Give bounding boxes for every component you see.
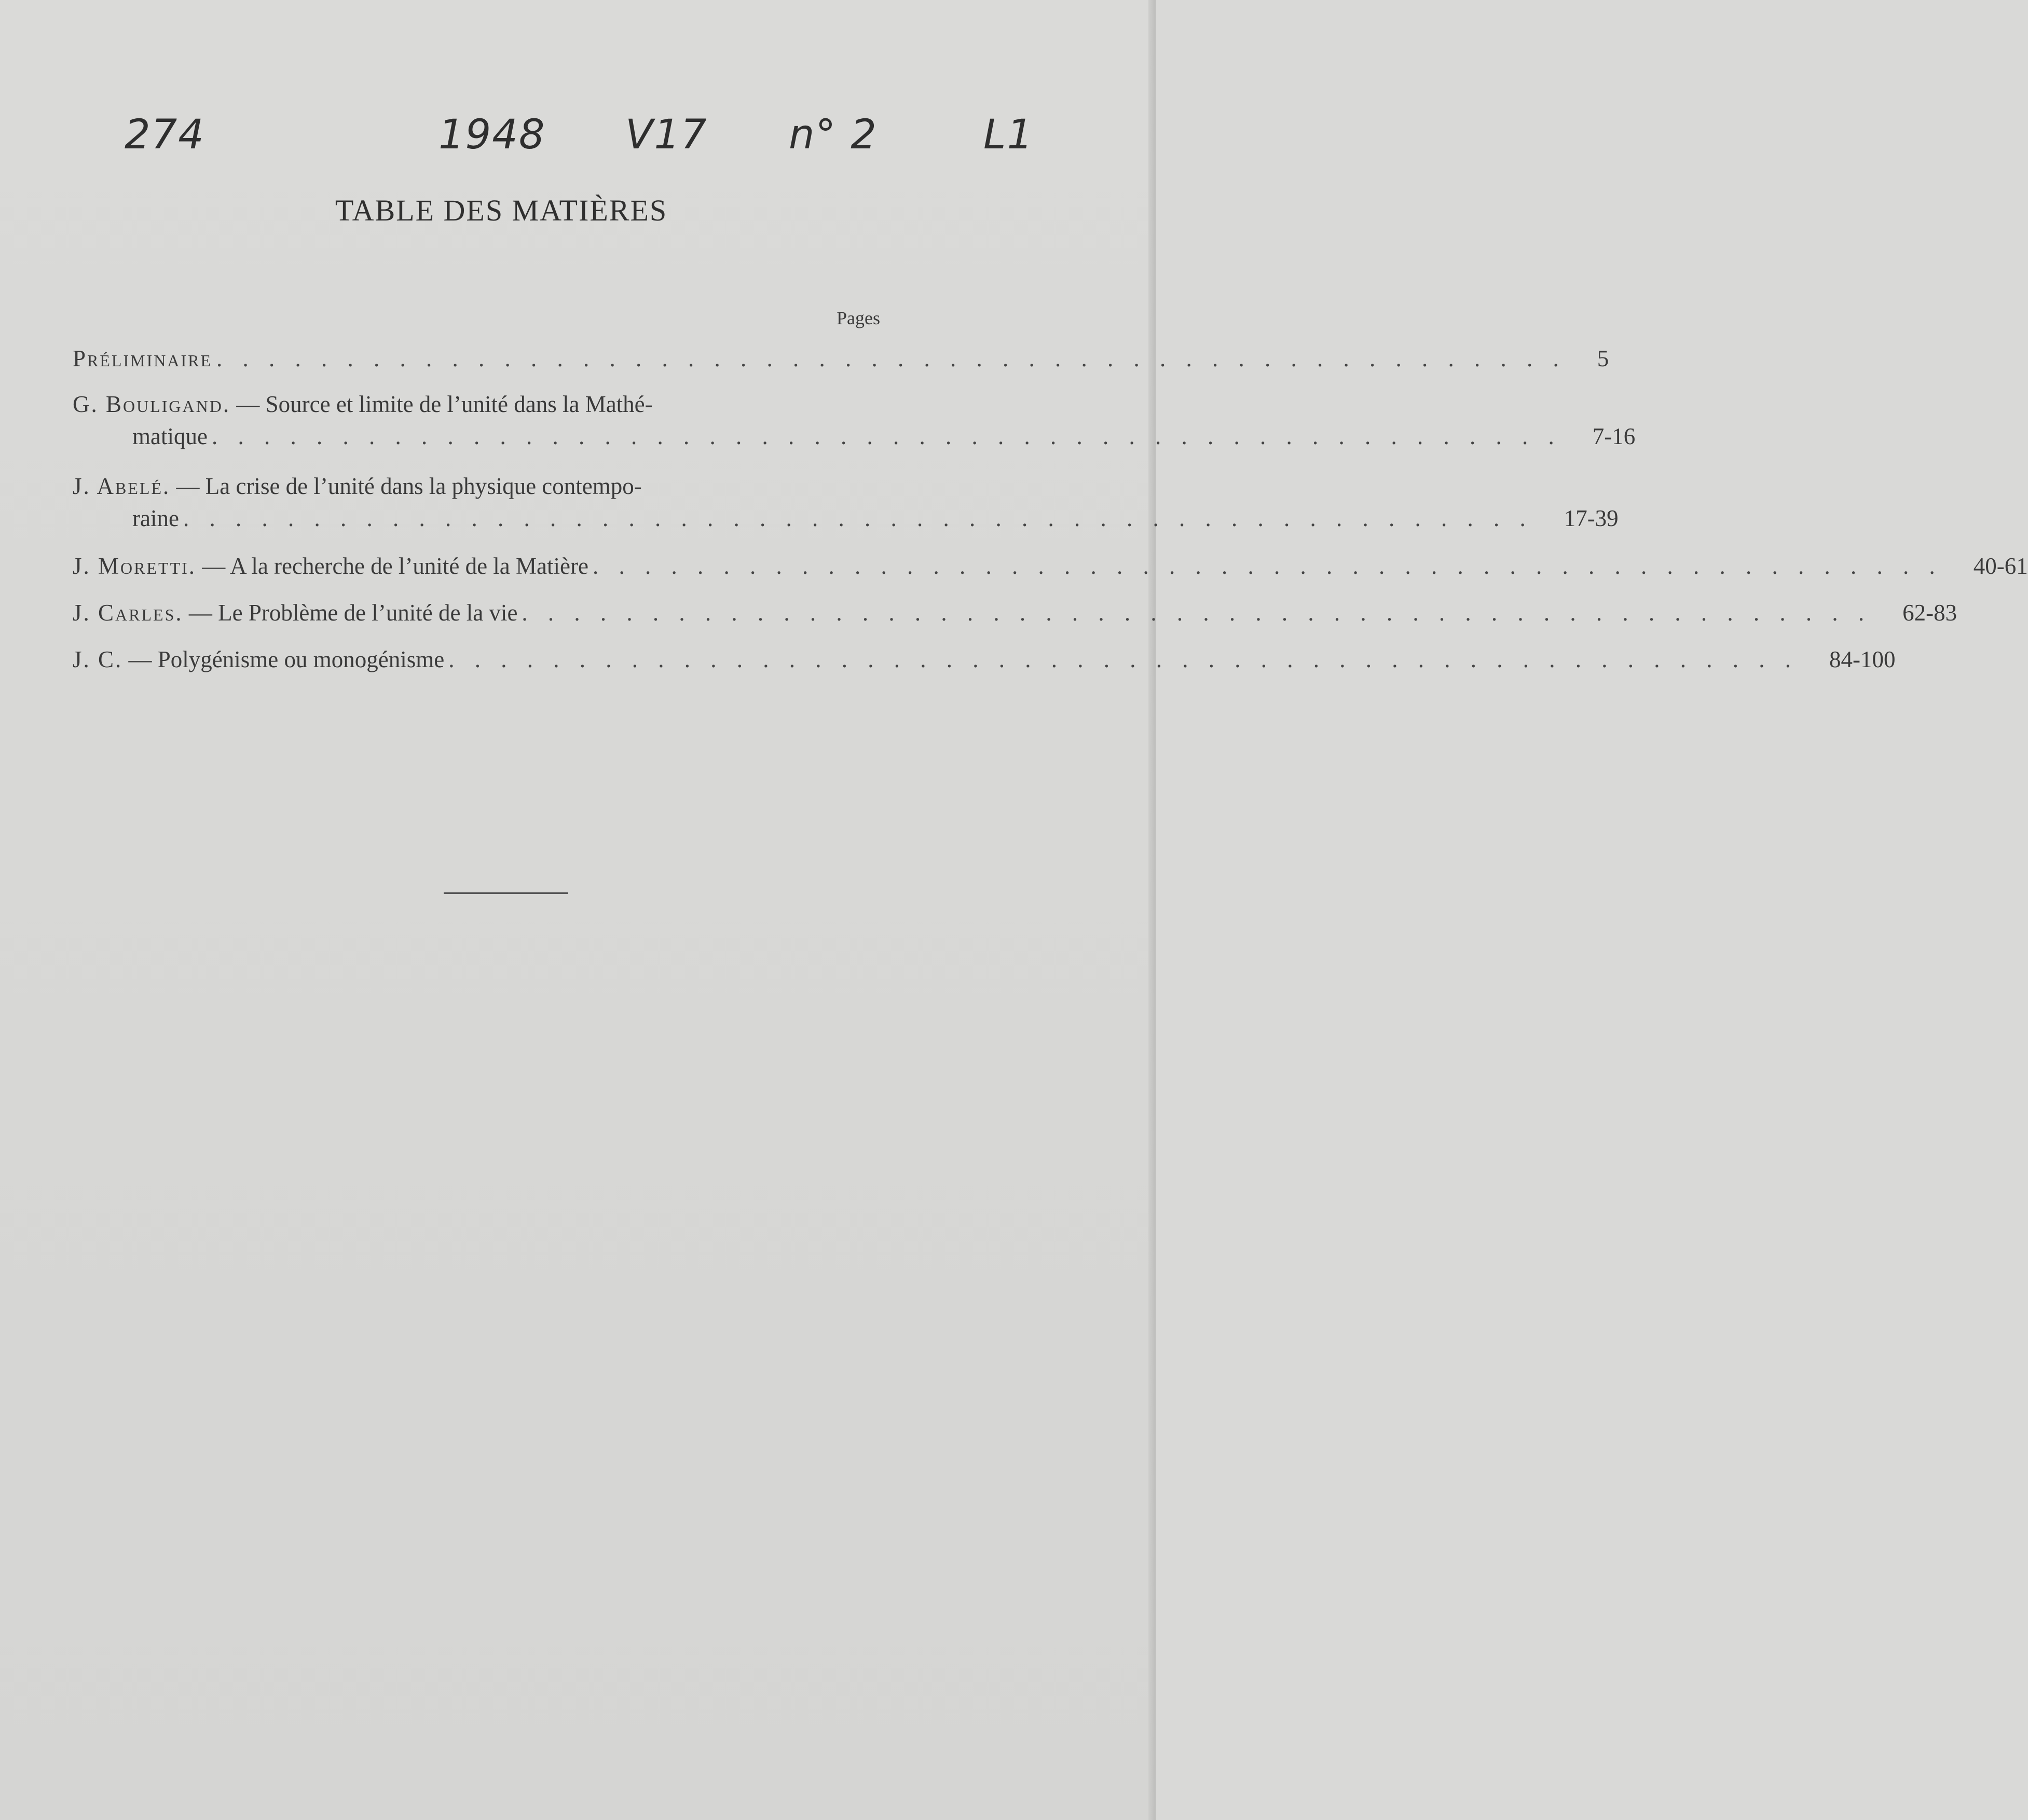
handwritten-mark: 1948 (439, 112, 546, 158)
page-edge (1148, 0, 1156, 1820)
toc-leader: . . . . . . . . . . . . . . . . . . . . . . . . . . . . . . . . . . . . . . . . . . . . . . . . . . . . (448, 646, 1798, 672)
handwritten-mark: 274 (125, 112, 205, 158)
toc-author: Préliminaire (73, 346, 212, 371)
toc-separator: — (170, 473, 205, 499)
toc-separator: — (183, 600, 218, 626)
toc-separator: — (230, 391, 266, 417)
toc-author: G. Bouligand. (73, 391, 231, 417)
toc-pages: 62-83 (1902, 600, 1957, 626)
toc-entry (73, 342, 1609, 375)
toc-pages: 7-16 (1592, 423, 1636, 449)
toc-leader: . . . . . . . . . . . . . . . . . . . . . . . . . . . . . . . . . . . . . . . . . . . . . . . . . . . . (592, 553, 1942, 579)
toc-entry (73, 597, 1957, 629)
toc-entry (73, 643, 1896, 675)
toc-title: Source et limite de l’unité dans la Mathé- (265, 391, 653, 417)
toc-entry (73, 388, 1636, 452)
toc-pages: 40-61 (1973, 553, 2028, 579)
toc-separator: — (122, 646, 158, 672)
handwritten-mark: L1 (983, 112, 1034, 158)
toc-author: J. C. (73, 646, 123, 672)
handwritten-mark: V17 (625, 112, 708, 158)
toc-leader: . . . . . . . . . . . . . . . . . . . . . . . . . . . . . . . . . . . . . . . . . . . . . . . . . . . . (522, 600, 1872, 626)
toc-leader: . . . . . . . . . . . . . . . . . . . . . . . . . . . . . . . . . . . . . . . . . . . . . . . . . . . . (216, 346, 1566, 371)
toc-separator: — (196, 553, 230, 579)
toc-title: Polygénisme ou monogénisme (157, 646, 445, 672)
handwritten-mark: n° 2 (789, 112, 878, 158)
toc-title: A la recherche de l’unité de la Matière (230, 553, 588, 579)
toc-author: J. Moretti. (73, 553, 197, 579)
toc-pages: 5 (1597, 346, 1609, 371)
toc-title-continuation: raine (132, 505, 179, 531)
toc-title-continuation: matique (132, 423, 208, 449)
toc-leader: . . . . . . . . . . . . . . . . . . . . . . . . . . . . . . . . . . . . . . . . . . . . . . . . . . . . (211, 423, 1561, 449)
pages-column-label: Pages (837, 308, 880, 328)
toc-pages: 84-100 (1829, 646, 1896, 672)
toc-leader: . . . . . . . . . . . . . . . . . . . . . . . . . . . . . . . . . . . . . . . . . . . . . . . . . . . . (183, 505, 1533, 531)
toc-title: La crise de l’unité dans la physique contempo- (205, 473, 642, 499)
toc-author: J. Abelé. (73, 473, 171, 499)
toc-author: J. Carles. (73, 600, 183, 626)
toc-entry (73, 550, 2028, 582)
toc-title: Le Problème de l’unité de la vie (218, 600, 518, 626)
toc-pages: 17-39 (1564, 505, 1619, 531)
page-title: TABLE DES MATIÈRES (335, 194, 668, 227)
toc-entry (73, 470, 1619, 534)
section-divider (444, 892, 568, 894)
